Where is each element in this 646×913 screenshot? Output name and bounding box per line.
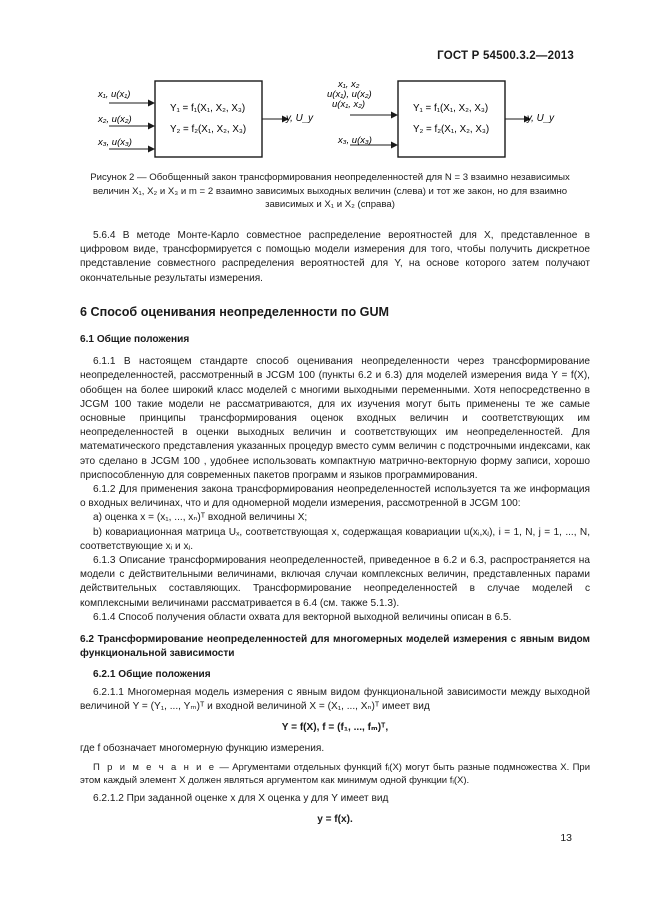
figure-2-diagram: [82, 78, 582, 170]
section-6-2-1-heading: 6.2.1 Общие положения: [93, 669, 211, 681]
paragraph-6-2-1-2: 6.2.1.2 При заданной оценке x для X оценка y для Y имеет вид: [93, 792, 389, 804]
left-input-label-3: x₃, u(x₃): [98, 137, 132, 148]
left-model-box: [155, 81, 262, 157]
paragraph-6-1-2: 6.1.2 Для применения закона трансформирования неопределенностей используется та же информация о входных величинах, что и для одномерной модели измерения, рассмотренной в JCGM 100:: [80, 484, 590, 510]
section-6-1-heading: 6.1 Общие положения: [80, 334, 190, 346]
paragraph-6-2-1-1: 6.2.1.1 Многомерная модель измерения с явным видом функциональной зависимости между выходной величиной Y = (Y₁, ..., Yₘ)ᵀ и входной величиной X = (X₁, ..., Xₙ)ᵀ имеет вид: [80, 686, 590, 712]
right-input-label-1c: u(x₁, x₂): [332, 99, 366, 110]
note: [80, 761, 590, 788]
paragraph-6-1-1: 6.1.1 В настоящем стандарте способ оценивания неопределенности через трансформирование неопределенностей, рассмотренный в JCGM 100 (пункты 6.2 и 6.3) для моделей измерения вида Y = f(X), обобщен на более широкий класс моделей с многими выходными переменными. Хотя непосредственно в JCGM 100 такие модели не рассматриваются, для их изучения могут быть применены те же самые основные принципы трансформирования оценок входных величин и соответствующих им неопределенностей в оценки выходных величин и соответствующих им неопределенностей. Для математического представления указанных процедур вместо сумм величин с подстрочными индексами, как это сделано в JCGM 100 , удобнее использовать компактную матрично-векторную форму записи, хорошо приспособленную для современных пакетов программ и языков программирования.: [80, 356, 590, 481]
section-6-2-heading: 6.2 Трансформирование неопределенностей для многомерных моделей измерения с явным видом функциональной зависимости: [80, 634, 590, 660]
left-equation-2: Y₂ = f₂(X₁, X₂, X₃): [170, 124, 247, 135]
left-model-diagram: [97, 81, 314, 157]
right-model-box: [398, 81, 505, 157]
paragraph-5-6-4: 5.6.4 В методе Монте-Карло совместное распределение вероятностей для X, представленное в цифровом виде, трансформируется с помощью модели измерения для того, чтобы получить дискретное представление совместного распределения вероятностей для Y, на основе которого затем получают окончательные результаты измерения.: [80, 230, 590, 284]
document-body: [80, 229, 590, 834]
right-output-label: y, U_y: [527, 113, 555, 124]
right-equation-2: Y₂ = f₂(X₁, X₂, X₃): [413, 124, 490, 135]
caption-line-2: величин X₁, X₂ и X₃ и m = 2 взаимно зависимых выходных величин (слева) и тот же закон, но для взаимно: [92, 185, 568, 197]
right-model-diagram: [327, 79, 555, 157]
figure-caption: [90, 171, 570, 212]
document-number: ГОСТ Р 54500.3.2—2013: [437, 50, 574, 62]
left-input-label-1: x₁, u(x₁): [98, 89, 131, 100]
paragraph-where: где f обозначает многомерную функцию измерения.: [80, 743, 325, 755]
left-input-label-2: x₂, u(x₂): [98, 114, 132, 125]
caption-line-1: Рисунок 2 — Обобщенный закон трансформирования неопределенностей для N = 3 взаимно независимых: [90, 172, 570, 183]
right-input-label-3: x₃, u(x₃): [338, 135, 372, 146]
formula-estimate: y = f(x).: [317, 813, 353, 825]
right-input-label-1a: x₁, x₂: [338, 79, 360, 90]
left-output-label: y, U_y: [286, 113, 314, 124]
paragraph-6-1-3: 6.1.3 Описание трансформирования неопределенностей, приведенное в 6.2 и 6.3, распространяется на модели с действительными величинами, включая случаи комплексных величин, представленных парами действительных составляющих. Трансформирование неопределенностей в случае моделей с комплексными величинами рассматривается в 6.4 (см. также 5.1.3).: [80, 555, 590, 609]
list-item-b: b) ковариационная матрица Uₓ, соответствующая x, содержащая ковариации u(xᵢ,xⱼ), i = 1, N, j = 1, ..., N, соответствующие xᵢ и xⱼ.: [80, 526, 590, 552]
caption-line-3: зависимых и X₁ и X₂ (справа): [265, 199, 395, 211]
left-equation-1: Y₁ = f₁(X₁, X₂, X₃): [170, 103, 246, 114]
formula-model: Y = f(X), f = (f₁, ..., fₘ)ᵀ,: [281, 722, 389, 734]
section-6-heading: 6 Способ оценивания неопределенности по GUM: [80, 304, 390, 319]
note-text: — Аргументами отдельных функций fᵢ(X) могут быть разные подмножества X. При этом каждый элемент X должен являться аргументом как минимум одной функции fᵢ(X).: [80, 761, 590, 787]
note-label: П р и м е ч а н и е: [93, 761, 217, 773]
page-number: 13: [560, 832, 572, 844]
right-equation-1: Y₁ = f₁(X₁, X₂, X₃): [413, 103, 489, 114]
paragraph-6-1-4: 6.1.4 Способ получения области охвата для векторной выходной величины описан в 6.5.: [93, 611, 512, 623]
list-item-a: а) оценка x = (x₁, ..., xₙ)ᵀ входной величины X;: [93, 512, 308, 524]
right-input-label-1b: u(x₁), u(x₂): [327, 89, 372, 100]
